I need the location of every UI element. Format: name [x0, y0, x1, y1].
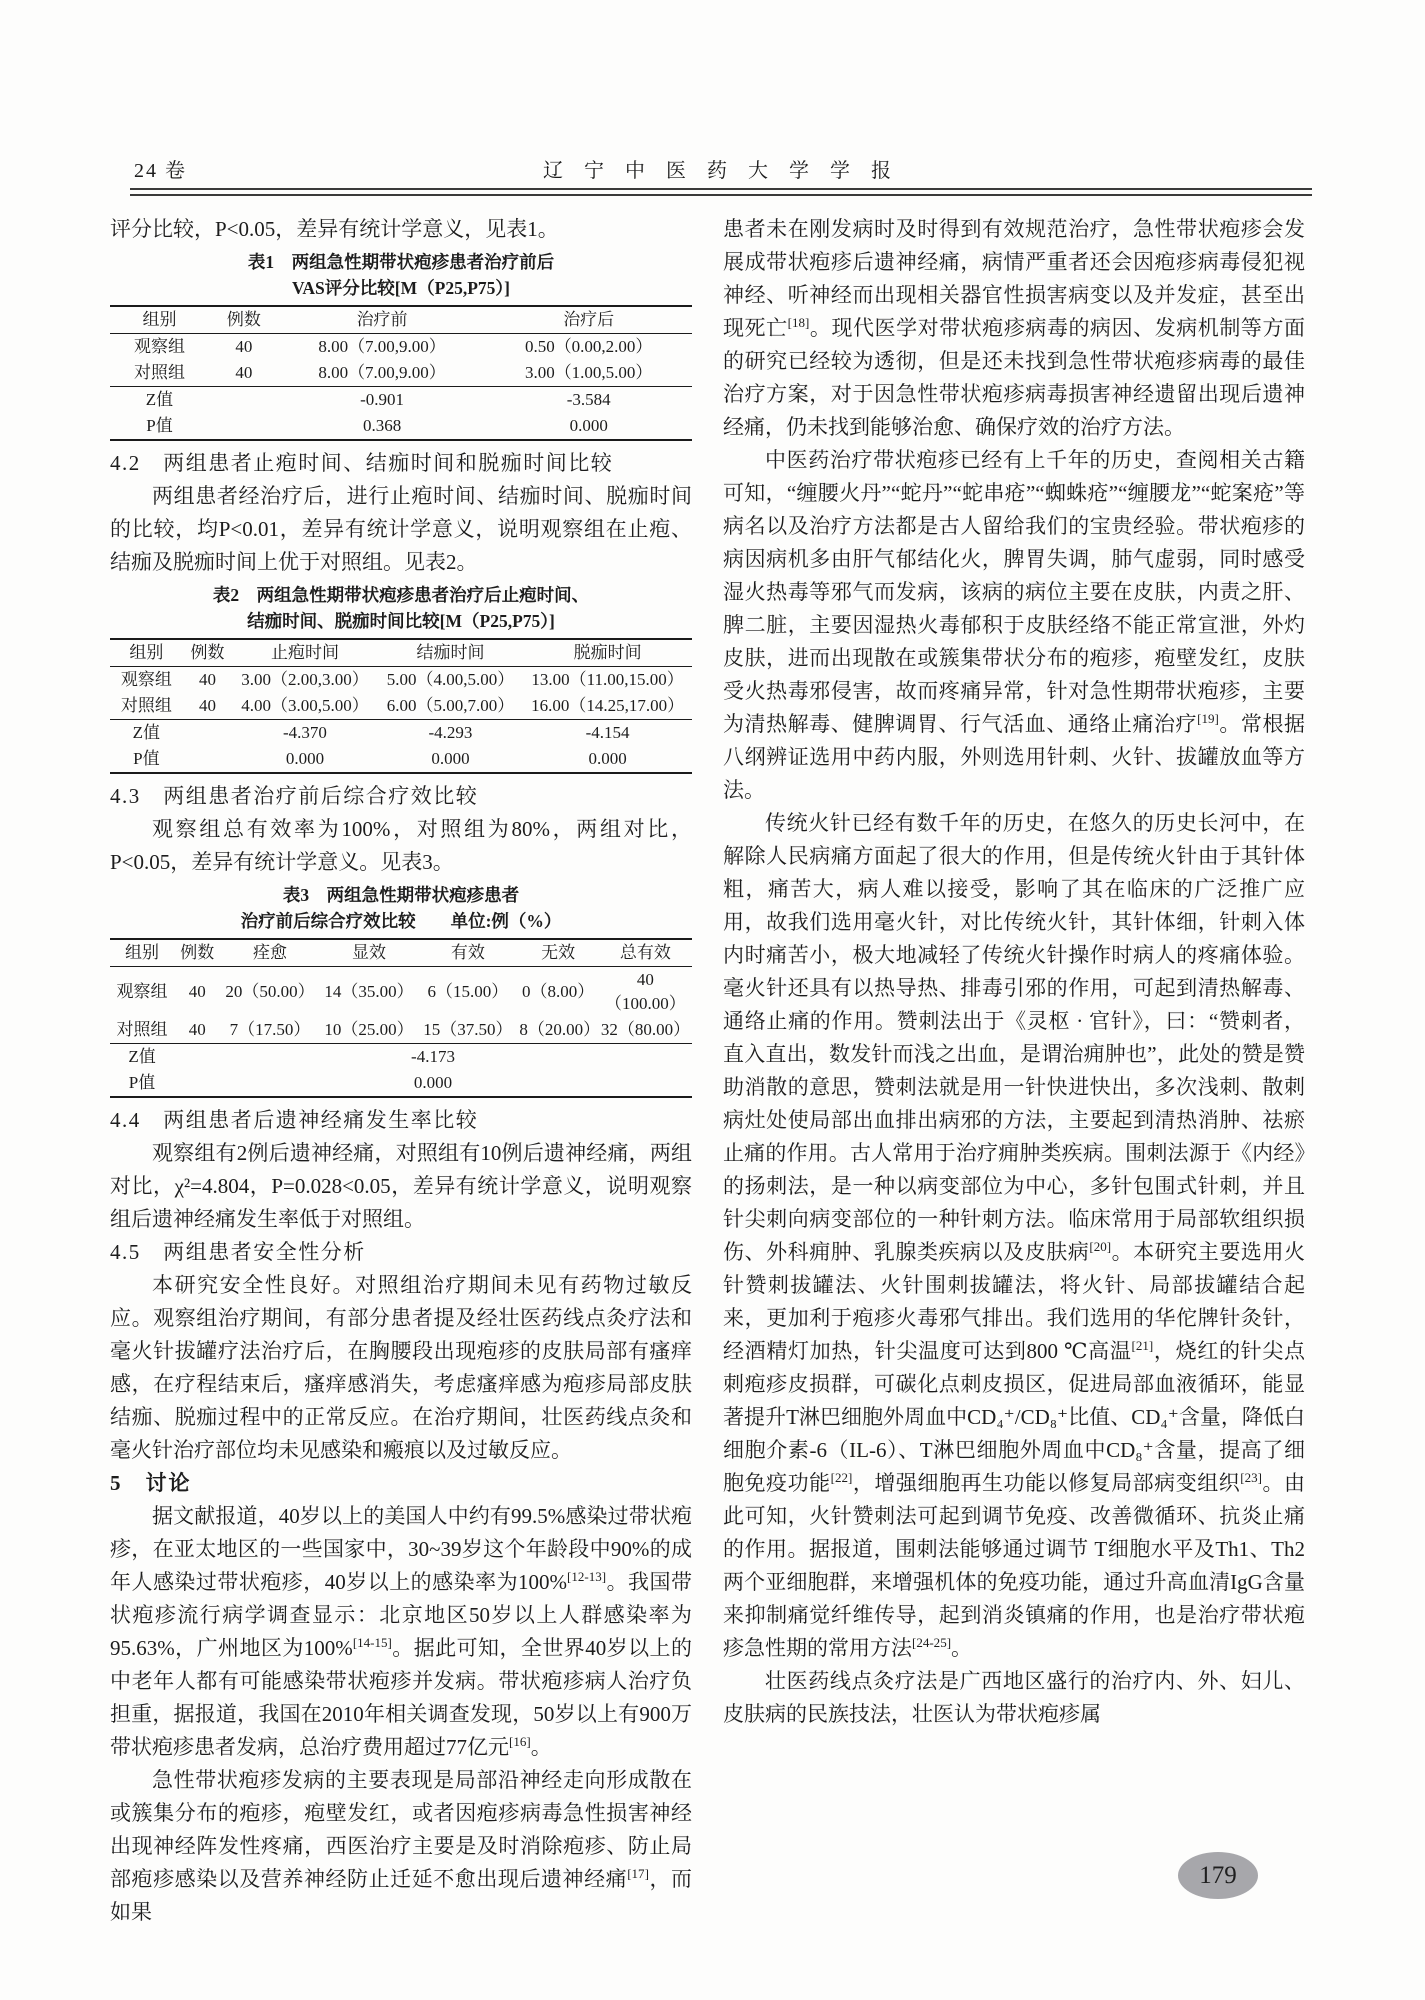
table-cell: 40: [188, 1020, 206, 1039]
table-cell: 6（15.00）: [427, 982, 509, 1001]
table-cell: 结痂时间: [378, 639, 524, 667]
paragraph: 两组患者经治疗后，进行止疱时间、结痂时间、脱痂时间的比较，均P<0.01，差异有统计学意义，说明观察组在止疱、结痂及脱痂时间上优于对照组。见表2。: [110, 484, 692, 574]
table-cell: 20（50.00）: [225, 982, 315, 1001]
table-cell: 治疗后: [485, 306, 692, 334]
table-cell: 对照组: [116, 1020, 168, 1039]
page-number: 179: [1199, 1862, 1237, 1889]
table-cell: 0.000: [413, 1073, 453, 1092]
table-cell: 例数: [183, 639, 232, 667]
table1-title-line2: VAS评分比较[M（P25,P75）]: [292, 278, 510, 298]
paragraph: 本研究安全性良好。对照组治疗期间未见有药物过敏反应。观察组治疗期间，有部分患者提及经壮医药线点灸疗法和毫火针拔罐疗法治疗后，在胸腰段出现疱疹的皮肤局部有瘙痒感，在疗程结束后，瘙痒感消失，考虑瘙痒感为疱疹局部皮肤结痂、脱痂过程中的正常反应。在治疗期间，壮医药线点灸和毫火针治疗部位均未见感染和瘢痕以及过敏反应。: [110, 1273, 692, 1462]
section-heading-4-2: 4.2 两组患者止疱时间、结痂时间和脱痂时间比较: [110, 451, 614, 475]
table-cell: 脱痂时间: [523, 639, 692, 667]
table-cell: 止疱时间: [232, 639, 378, 667]
table-cell: 3.00（2.00,3.00）: [241, 670, 369, 689]
header-rule: [130, 188, 1312, 196]
table-cell: 14（35.00）: [324, 982, 414, 1001]
section-heading-4-5: 4.5 两组患者安全性分析: [110, 1240, 366, 1264]
paragraph: 传统火针已经有数千年的历史，在悠久的历史长河中，在解除人民病痛方面起了很大的作用，但是传统火针由于其针体粗，痛苦大，病人难以接受，影响了其在临床的广泛推广应用，故我们选用毫火针，对比传统火针，其针体细，针刺入体内时痛苦小，极大地减轻了传统火针操作时病人的疼痛体验。毫火针还具有以热导热、排毒引邪的作用，可起到清热解毒、通络止痛的作用。赞刺法出于《灵枢 · 官针》，曰：“赞刺者，直入直出，数发针而浅之出血，是谓治痈肿也”，此处的赞是赞助消散的意思，赞刺法就是用一针快进快出，多次浅刺、散刺病灶处使局部出血排出病邪的方法，主要起到清热消肿、祛瘀止痛的作用。古人常用于治疗痈肿类疾病。围刺法源于《内经》的扬刺法，是一种以病变部位为中心，多针包围式针刺，并且针尖刺向病变部位的一种针刺方法。临床常用于局部软组织损伤、外科痈肿、乳腺类疾病以及皮肤病[20]。本研究主要选用火针赞刺拔罐法、火针围刺拔罐法，将火针、局部拔罐结合起来，更加利于疱疹火毒邪气排出。我们选用的华佗牌针灸针，经酒精灯加热，针尖温度可达到800 ℃高温[21]，烧红的针尖点刺疱疹皮损群，可碳化点刺皮损区，促进局部血液循环，能显著提升T淋巴细胞外周血中CD₄⁺/CD₈⁺比值、CD₄⁺含量，降低白细胞介素-6（IL-6）、T淋巴细胞外周血中CD₈⁺含量，提高了细胞免疫功能[22]，增强细胞再生功能以修复局部病变组织[23]。由此可知，火针赞刺法可起到调节免疫、改善微循环、抗炎止痛的作用。据报道，围刺法能够通过调节 T细胞水平及Th1、Th2两个亚细胞群，来增强机体的免疫功能，通过升高血清IgG含量来抑制痛觉纤维传导，起到消炎镇痛的作用，也是治疗带状疱疹急性期的常用方法[24-25]。: [723, 811, 1306, 1660]
table-cell: 10（25.00）: [324, 1020, 414, 1039]
table-cell: -0.901: [279, 387, 486, 414]
table3: [110, 938, 692, 1098]
table-cell: [183, 746, 232, 773]
table-cell: 总有效: [599, 939, 692, 967]
table-cell: 组别: [110, 306, 209, 334]
table1-title-line1: 表1 两组急性期带状疱疹患者治疗前后: [247, 252, 555, 272]
table-cell: Z值: [110, 387, 209, 414]
table-cell: 40: [235, 363, 253, 382]
table-row: [110, 1044, 692, 1071]
table-cell: 40: [235, 337, 253, 356]
paragraph: 观察组有2例后遗神经痛，对照组有10例后遗神经痛，两组对比，χ²=4.804，P=0.028<0.05，差异有统计学意义，说明观察组后遗神经痛发生率低于对照组。: [110, 1141, 692, 1231]
table-cell: Z值: [110, 1044, 174, 1071]
table-cell: 8.00（7.00,9.00）: [318, 337, 446, 356]
table2-title-line2: 结痂时间、脱痂时间比较[M（P25,P75）]: [247, 611, 555, 631]
paragraph: 据文献报道，40岁以上的美国人中约有99.5%感染过带状疱疹，在亚太地区的一些国家中，30~39岁这个年龄段中90%的成年人感染过带状疱疹，40岁以上的感染率为100%[12-13]。我国带状疱疹流行病学调查显示：北京地区50岁以上人群感染率为95.63%，广州地区为100%[14-15]。据此可知，全世界40岁以上的中老年人都有可能感染带状疱疹并发病。带状疱疹病人治疗负担重，据报道，我国在2010年相关调查发现，50岁以上有900万带状疱疹患者发病，总治疗费用超过77亿元[16]。: [110, 1504, 692, 1759]
table1: [110, 305, 692, 441]
table-row: [110, 967, 692, 1018]
table-cell: 5.00（4.00,5.00）: [386, 670, 515, 689]
table-cell: -4.370: [232, 720, 378, 747]
table-row: [110, 667, 692, 694]
table-row: [110, 746, 692, 773]
table3-title-line2: 治疗前后综合疗效比较 单位:例（%）: [240, 911, 562, 931]
table-cell: 观察组: [120, 670, 172, 689]
table-cell: 40: [198, 670, 216, 689]
table-cell: 0.368: [362, 416, 402, 435]
section-heading-5: 5 讨论: [110, 1471, 192, 1495]
table2: [110, 638, 692, 774]
table1-title: [110, 249, 692, 301]
table-cell: 40（100.00）: [605, 970, 686, 1013]
table-cell: 4.00（3.00,5.00）: [241, 696, 369, 715]
table-cell: 16.00（14.25,17.00）: [531, 696, 685, 715]
table-row: [110, 1070, 692, 1097]
table-row: [110, 1017, 692, 1044]
table-cell: 显效: [320, 939, 419, 967]
paragraph: 急性带状疱疹发病的主要表现是局部沿神经走向形成散在或簇集分布的疱疹，疱壁发红，或者因疱疹病毒急性损害神经出现神经阵发性疼痛，西医治疗主要是及时消除疱疹、防止局部疱疹感染以及营养神经防止迁延不愈出现后遗神经痛[17]，而如果: [110, 1768, 693, 1924]
table-cell: -4.173: [174, 1044, 692, 1071]
table-cell: 痊愈: [221, 939, 320, 967]
table-cell: [209, 413, 279, 440]
table-cell: 3.00（1.00,5.00）: [524, 363, 653, 382]
right-column: [723, 213, 1305, 1731]
table-cell: -3.584: [485, 387, 692, 414]
table-cell: 0.000: [569, 416, 608, 435]
table3-title: [110, 882, 692, 934]
table-cell: 15（37.50）: [423, 1020, 513, 1039]
left-column: [110, 213, 692, 1929]
paragraph: 中医药治疗带状疱疹已经有上千年的历史，查阅相关古籍可知，“缠腰火丹”“蛇丹”“蛇串疮”“蜘蛛疮”“缠腰龙”“蛇案疮”等病名以及治疗方法都是古人留给我们的宝贵经验。带状疱疹的病因病机多由肝气郁结化火，脾胃失调，肺气虚弱，同时感受湿火热毒等邪气而发病，该病的病位主要在皮肤，内责之肝、脾二脏，主要因湿热火毒郁积于皮肤经络不能正常宣泄，外灼皮肤，进而出现散在或簇集带状分布的疱疹，疱壁发红，皮肤受火热毒邪侵害，故而疼痛异常，针对急性期带状疱疹，主要为清热解毒、健脾调胃、行气活血、通络止痛治疗[19]。常根据八纲辨证选用中药内服，外则选用针刺、火针、拔罐放血等方法。: [723, 448, 1305, 802]
table-row: [110, 639, 692, 667]
table-cell: 观察组: [116, 982, 168, 1001]
table-cell: 观察组: [133, 337, 185, 356]
page-header: [130, 150, 1312, 182]
table-row: [110, 413, 692, 440]
table-cell: 例数: [209, 306, 279, 334]
table-cell: 有效: [418, 939, 517, 967]
table-cell: 0（8.00）: [521, 982, 595, 1001]
paragraph: 观察组总有效率为100%，对照组为80%，两组对比，P<0.05，差异有统计学意义。见表3。: [110, 817, 692, 874]
table-cell: 13.00（11.00,15.00）: [531, 670, 684, 689]
page-number-badge: [1178, 1852, 1258, 1899]
table-row: [110, 939, 692, 967]
paragraph-continuation: 患者未在刚发病时及时得到有效规范治疗，急性带状疱疹会发展成带状疱疹后遗神经痛，病情严重者还会因疱疹病毒侵犯视神经、听神经而出现相关器官性损害病变以及并发症，甚至出现死亡[18]。现代医学对带状疱疹病毒的病因、发病机制等方面的研究已经较为透彻，但是还未找到急性带状疱疹病毒的最佳治疗方案，对于因急性带状疱疹病毒损害神经遗留出现后遗神经痛，仍未找到能够治愈、确保疗效的治疗方法。: [723, 217, 1306, 439]
table-cell: -4.293: [378, 720, 524, 747]
table3-title-line1: 表3 两组急性期带状疱疹患者: [282, 885, 520, 905]
table-cell: 32（80.00）: [600, 1020, 691, 1039]
section-heading-4-3: 4.3 两组患者治疗前后综合疗效比较: [110, 784, 479, 808]
paragraph: 壮医药线点灸疗法是广西地区盛行的治疗内、外、妇儿、皮肤病的民族技法，壮医认为带状疱疹属: [723, 1669, 1305, 1726]
table-cell: P值: [133, 749, 160, 768]
table-cell: P值: [128, 1073, 156, 1092]
table-cell: 组别: [110, 639, 183, 667]
table-cell: 6.00（5.00,7.00）: [386, 696, 515, 715]
table-row: [110, 360, 692, 387]
table-cell: 对照组: [120, 696, 172, 715]
table-cell: 0.000: [588, 749, 627, 768]
table-cell: 8.00（7.00,9.00）: [318, 363, 446, 382]
journal-title: 辽 宁 中 医 药 大 学 学 报: [543, 160, 899, 182]
table-cell: -4.154: [523, 720, 692, 747]
table-cell: 0.50（0.00,2.00）: [524, 337, 653, 356]
table-row: [110, 720, 692, 747]
table-cell: [209, 387, 279, 414]
table-cell: Z值: [110, 720, 183, 747]
table-cell: 8（20.00）: [519, 1020, 601, 1039]
table-cell: P值: [146, 416, 173, 435]
volume-label: 24 卷: [134, 160, 187, 182]
table-cell: 治疗前: [279, 306, 486, 334]
table-cell: 组别: [110, 939, 174, 967]
table-cell: 对照组: [133, 363, 185, 382]
table-cell: 无效: [517, 939, 598, 967]
table-cell: 0.000: [285, 749, 325, 768]
table-row: [110, 334, 692, 361]
table-cell: 例数: [174, 939, 221, 967]
table-cell: [183, 720, 232, 747]
table-cell: 7（17.50）: [229, 1020, 311, 1039]
section-heading-4-4: 4.4 两组患者后遗神经痛发生率比较: [110, 1108, 479, 1132]
table-row: [110, 306, 692, 334]
table-row: [110, 387, 692, 414]
table-cell: 40: [198, 696, 216, 715]
table2-title-line1: 表2 两组急性期带状疱疹患者治疗后止疱时间、: [212, 585, 590, 605]
table2-title: [110, 582, 692, 634]
table-cell: 0.000: [431, 749, 470, 768]
paragraph-continuation: 评分比较，P<0.05，差异有统计学意义，见表1。: [110, 217, 559, 241]
table-row: [110, 693, 692, 720]
table-cell: 40: [188, 982, 206, 1001]
